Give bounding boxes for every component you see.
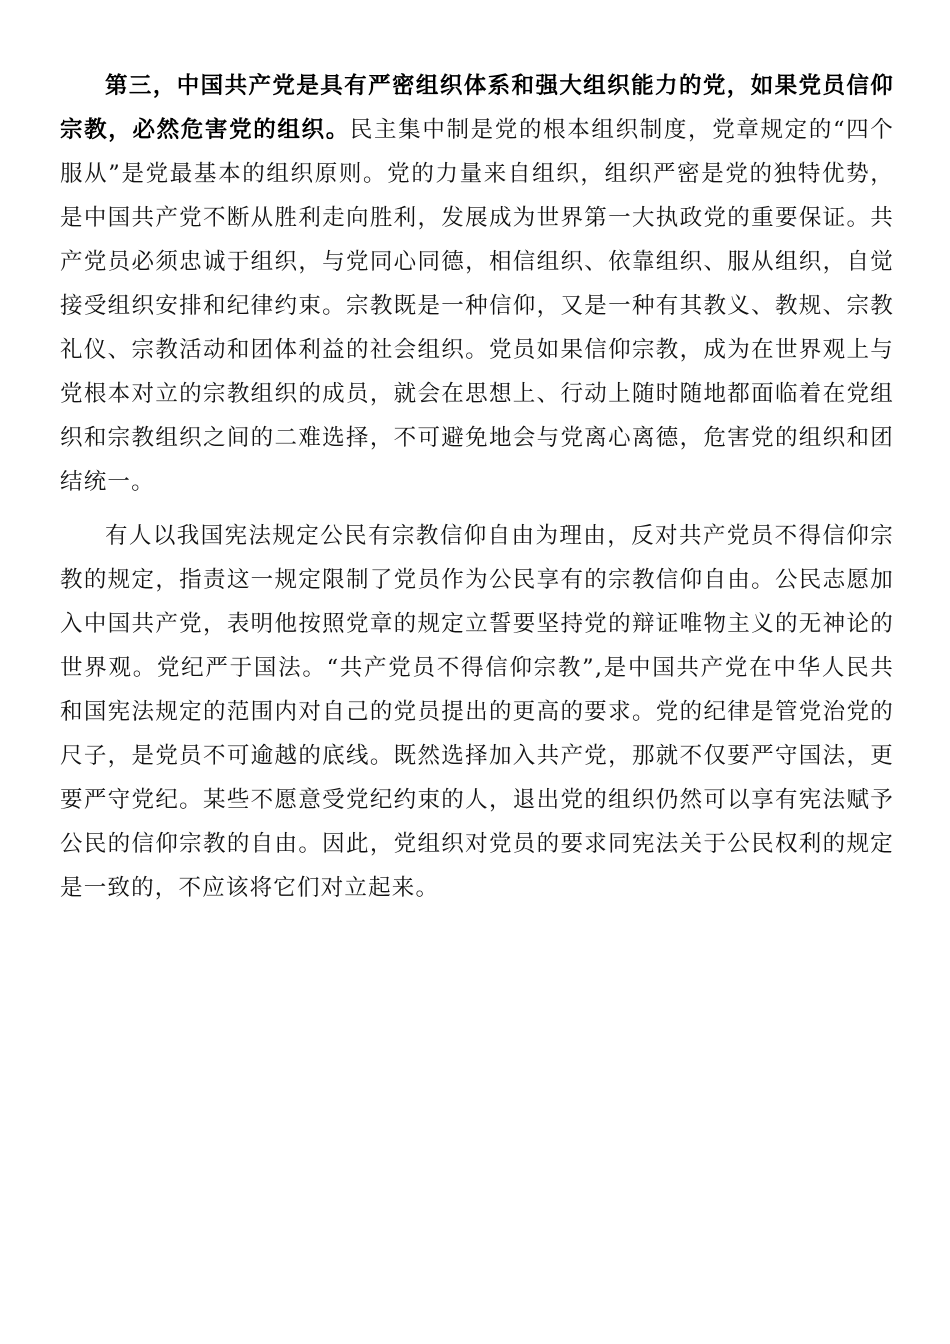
paragraph-organization (60, 64, 894, 504)
document-page (60, 64, 894, 920)
paragraph-lead-sentence: 第三，中国共产党是具有严密组织体系和强大组织能力的党，如果党员信仰宗教，必然危害党的组织。 (60, 73, 894, 143)
paragraph-body-text: 有人以我国宪法规定公民有宗教信仰自由为理由，反对共产党员不得信仰宗教的规定，指责这一规定限制了党员作为公民享有的宗教信仰自由。公民志愿加入中国共产党，表明他按照党章的规定立誓要坚持党的辩证唯物主义的无神论的世界观。党纪严于国法。“共产党员不得信仰宗教”,是中国共产党在中华人民共和国宪法规定的范围内对自己的党员提出的更高的要求。党的纪律是管党治党的尺子，是党员不可逾越的底线。既然选择加入共产党，那就不仅要严守国法，更要严守党纪。某些不愿意受党纪约束的人，退出党的组织仍然可以享有宪法赋予公民的信仰宗教的自由。因此，党组织对党员的要求同宪法关于公民权利的规定是一致的，不应该将它们对立起来。 (60, 523, 894, 901)
paragraph-constitution (60, 514, 894, 910)
paragraph-body-text: 民主集中制是党的根本组织制度，党章规定的“四个服从”是党最基本的组织原则。党的力量来自组织，组织严密是党的独特优势，是中国共产党不断从胜利走向胜利，发展成为世界第一大执政党的重要保证。共产党员必须忠诚于组织，与党同心同德，相信组织、依靠组织、服从组织，自觉接受组织安排和纪律约束。宗教既是一种信仰，又是一种有其教义、教规、宗教礼仪、宗教活动和团体利益的社会组织。党员如果信仰宗教，成为在世界观上与党根本对立的宗教组织的成员，就会在思想上、行动上随时随地都面临着在党组织和宗教组织之间的二难选择，不可避免地会与党离心离德，危害党的组织和团结统一。 (60, 117, 894, 495)
